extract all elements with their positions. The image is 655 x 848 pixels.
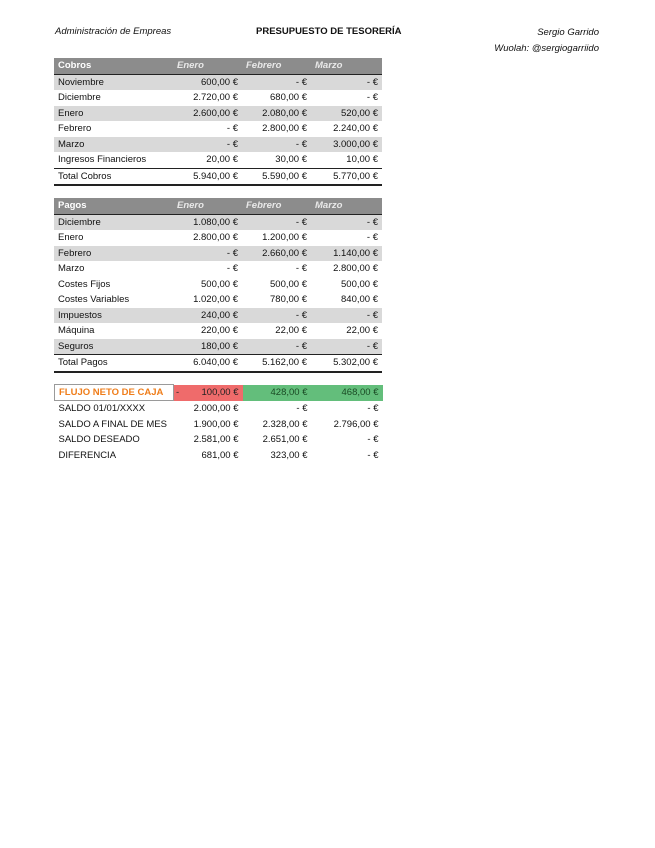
row-label: Máquina [58,325,95,337]
table-cell: 2.080,00 € [242,106,311,122]
column-header: Pagos [54,198,173,214]
cobros-header-row [54,58,382,74]
table-cell: 1.200,00 € [262,232,307,244]
table-row [54,308,382,324]
row-label: Costes Fijos [58,278,111,290]
author-handle: Wuolah: @sergiogarriido [494,43,599,54]
table-cell: - € [295,263,307,275]
table-cell: - € [311,74,382,90]
column-header: Febrero [242,198,311,214]
table-row [54,323,382,339]
table-cell: 500,00 € [201,278,238,290]
flujo-table [54,384,383,463]
table-row [55,432,383,448]
table-cell: 600,00 € [173,74,242,90]
flujo-row [55,385,383,401]
table-cell: 240,00 € [173,308,242,324]
table-cell: 840,00 € [341,294,378,306]
table-cell: - € [296,403,308,414]
table-cell: 30,00 € [275,154,307,166]
table-cell: - € [226,263,238,275]
table-cell: 5.590,00 € [242,168,311,185]
table-cell: - € [367,434,379,446]
table-cell: 1.080,00 € [173,214,242,230]
row-label: Noviembre [54,74,173,90]
table-cell: 2.328,00 € [262,418,308,430]
column-header: Cobros [54,58,173,74]
total-row [54,168,382,185]
total-row [54,355,382,372]
table-cell: 2.800,00 € [193,232,238,244]
table-row [54,106,382,122]
row-label: Febrero [58,123,92,135]
table-cell: - € [311,339,382,355]
table-cell: - € [242,137,311,153]
table-row [55,448,383,464]
table-row [54,261,382,277]
table-cell: 520,00 € [311,106,382,122]
table-row [54,137,382,153]
flujo-value-positive: 428,00 € [243,385,312,401]
table-cell: 1.900,00 € [193,418,239,430]
table-cell: 220,00 € [201,325,238,337]
row-label: Diciembre [54,214,173,230]
row-label: Total Cobros [54,168,173,185]
table-cell: 2.240,00 € [333,123,378,135]
flujo-value: 100,00 € [201,387,239,398]
table-cell: - € [242,339,311,355]
table-row [54,277,382,293]
table-cell: 5.770,00 € [311,168,382,185]
table-cell: 2.660,00 € [242,246,311,262]
table-row [54,90,382,106]
table-cell: 1.140,00 € [311,246,382,262]
table-row [54,339,382,355]
column-header: Marzo [311,198,382,214]
table-cell: 2.581,00 € [193,434,239,446]
table-row [54,292,382,308]
row-label: Diciembre [58,92,101,104]
author-name: Sergio Garrido [537,27,599,38]
row-label: Seguros [54,339,173,355]
table-cell: 323,00 € [270,449,308,461]
table-cell: 1.020,00 € [193,294,238,306]
table-cell: - € [367,449,379,461]
table-cell: 5.940,00 € [173,168,242,185]
minus-sign: - [176,387,180,398]
row-label: Marzo [54,137,173,153]
table-cell: 2.800,00 € [262,123,307,135]
table-cell: 2.000,00 € [193,403,239,414]
table-row [55,401,383,417]
pagos-header-row [54,198,382,214]
table-cell: - € [242,308,311,324]
table-cell: 681,00 € [201,449,239,461]
table-cell: 2.651,00 € [262,434,308,446]
column-header: Enero [173,198,242,214]
table-cell: - € [173,246,242,262]
table-cell: 2.600,00 € [173,106,242,122]
table-cell: - € [366,92,378,104]
table-cell: - € [242,74,311,90]
row-label: Marzo [58,263,85,275]
table-row [54,74,382,90]
table-row [54,230,382,246]
table-cell: - € [242,214,311,230]
cobros-table [54,58,382,186]
table-cell: 3.000,00 € [311,137,382,153]
table-cell: 22,00 € [275,325,307,337]
table-cell: 10,00 € [346,154,378,166]
table-cell: 20,00 € [206,154,238,166]
table-cell: 6.040,00 € [173,355,242,372]
row-label: Ingresos Financieros [58,154,147,166]
row-label: Total Pagos [54,355,173,372]
table-cell: - € [226,123,238,135]
table-row [54,246,382,262]
table-cell: 22,00 € [346,325,378,337]
flujo-label: FLUJO NETO DE CAJA [55,385,174,401]
table-row [55,417,383,433]
table-cell: - € [173,137,242,153]
table-cell: 180,00 € [173,339,242,355]
table-cell: 780,00 € [270,294,307,306]
flujo-value-positive: 468,00 € [312,385,383,401]
table-cell: 5.162,00 € [242,355,311,372]
table-cell: 500,00 € [270,278,307,290]
table-cell: - € [311,214,382,230]
row-label: Enero [54,106,173,122]
table-cell: 2.720,00 € [193,92,238,104]
table-row [54,152,382,168]
table-cell: 2.796,00 € [333,418,379,430]
row-label: Costes Variables [58,294,130,306]
table-cell: 5.302,00 € [311,355,382,372]
table-cell: 2.800,00 € [333,263,378,275]
table-cell: 680,00 € [270,92,307,104]
column-header: Marzo [311,58,382,74]
page-title: PRESUPUESTO DE TESORERÍA [256,26,402,37]
row-label: Febrero [54,246,173,262]
author-block [494,25,599,57]
column-header: Febrero [242,58,311,74]
column-header: Enero [173,58,242,74]
table-cell: - € [366,232,378,244]
table-cell: - € [311,308,382,324]
table-cell: 500,00 € [341,278,378,290]
table-cell: - € [367,403,379,414]
pagos-table [54,198,382,373]
row-label: SALDO 01/01/XXXX [58,403,146,415]
flujo-value-negative [174,385,243,401]
row-label: DIFERENCIA [58,449,117,461]
row-label: Impuestos [54,308,173,324]
row-label: SALDO A FINAL DE MES [58,418,167,430]
subject-title: Administración de Empreas [55,26,172,37]
row-label: SALDO DESEADO [58,434,140,446]
table-row [54,121,382,137]
row-label: Enero [58,232,84,244]
table-row [54,214,382,230]
